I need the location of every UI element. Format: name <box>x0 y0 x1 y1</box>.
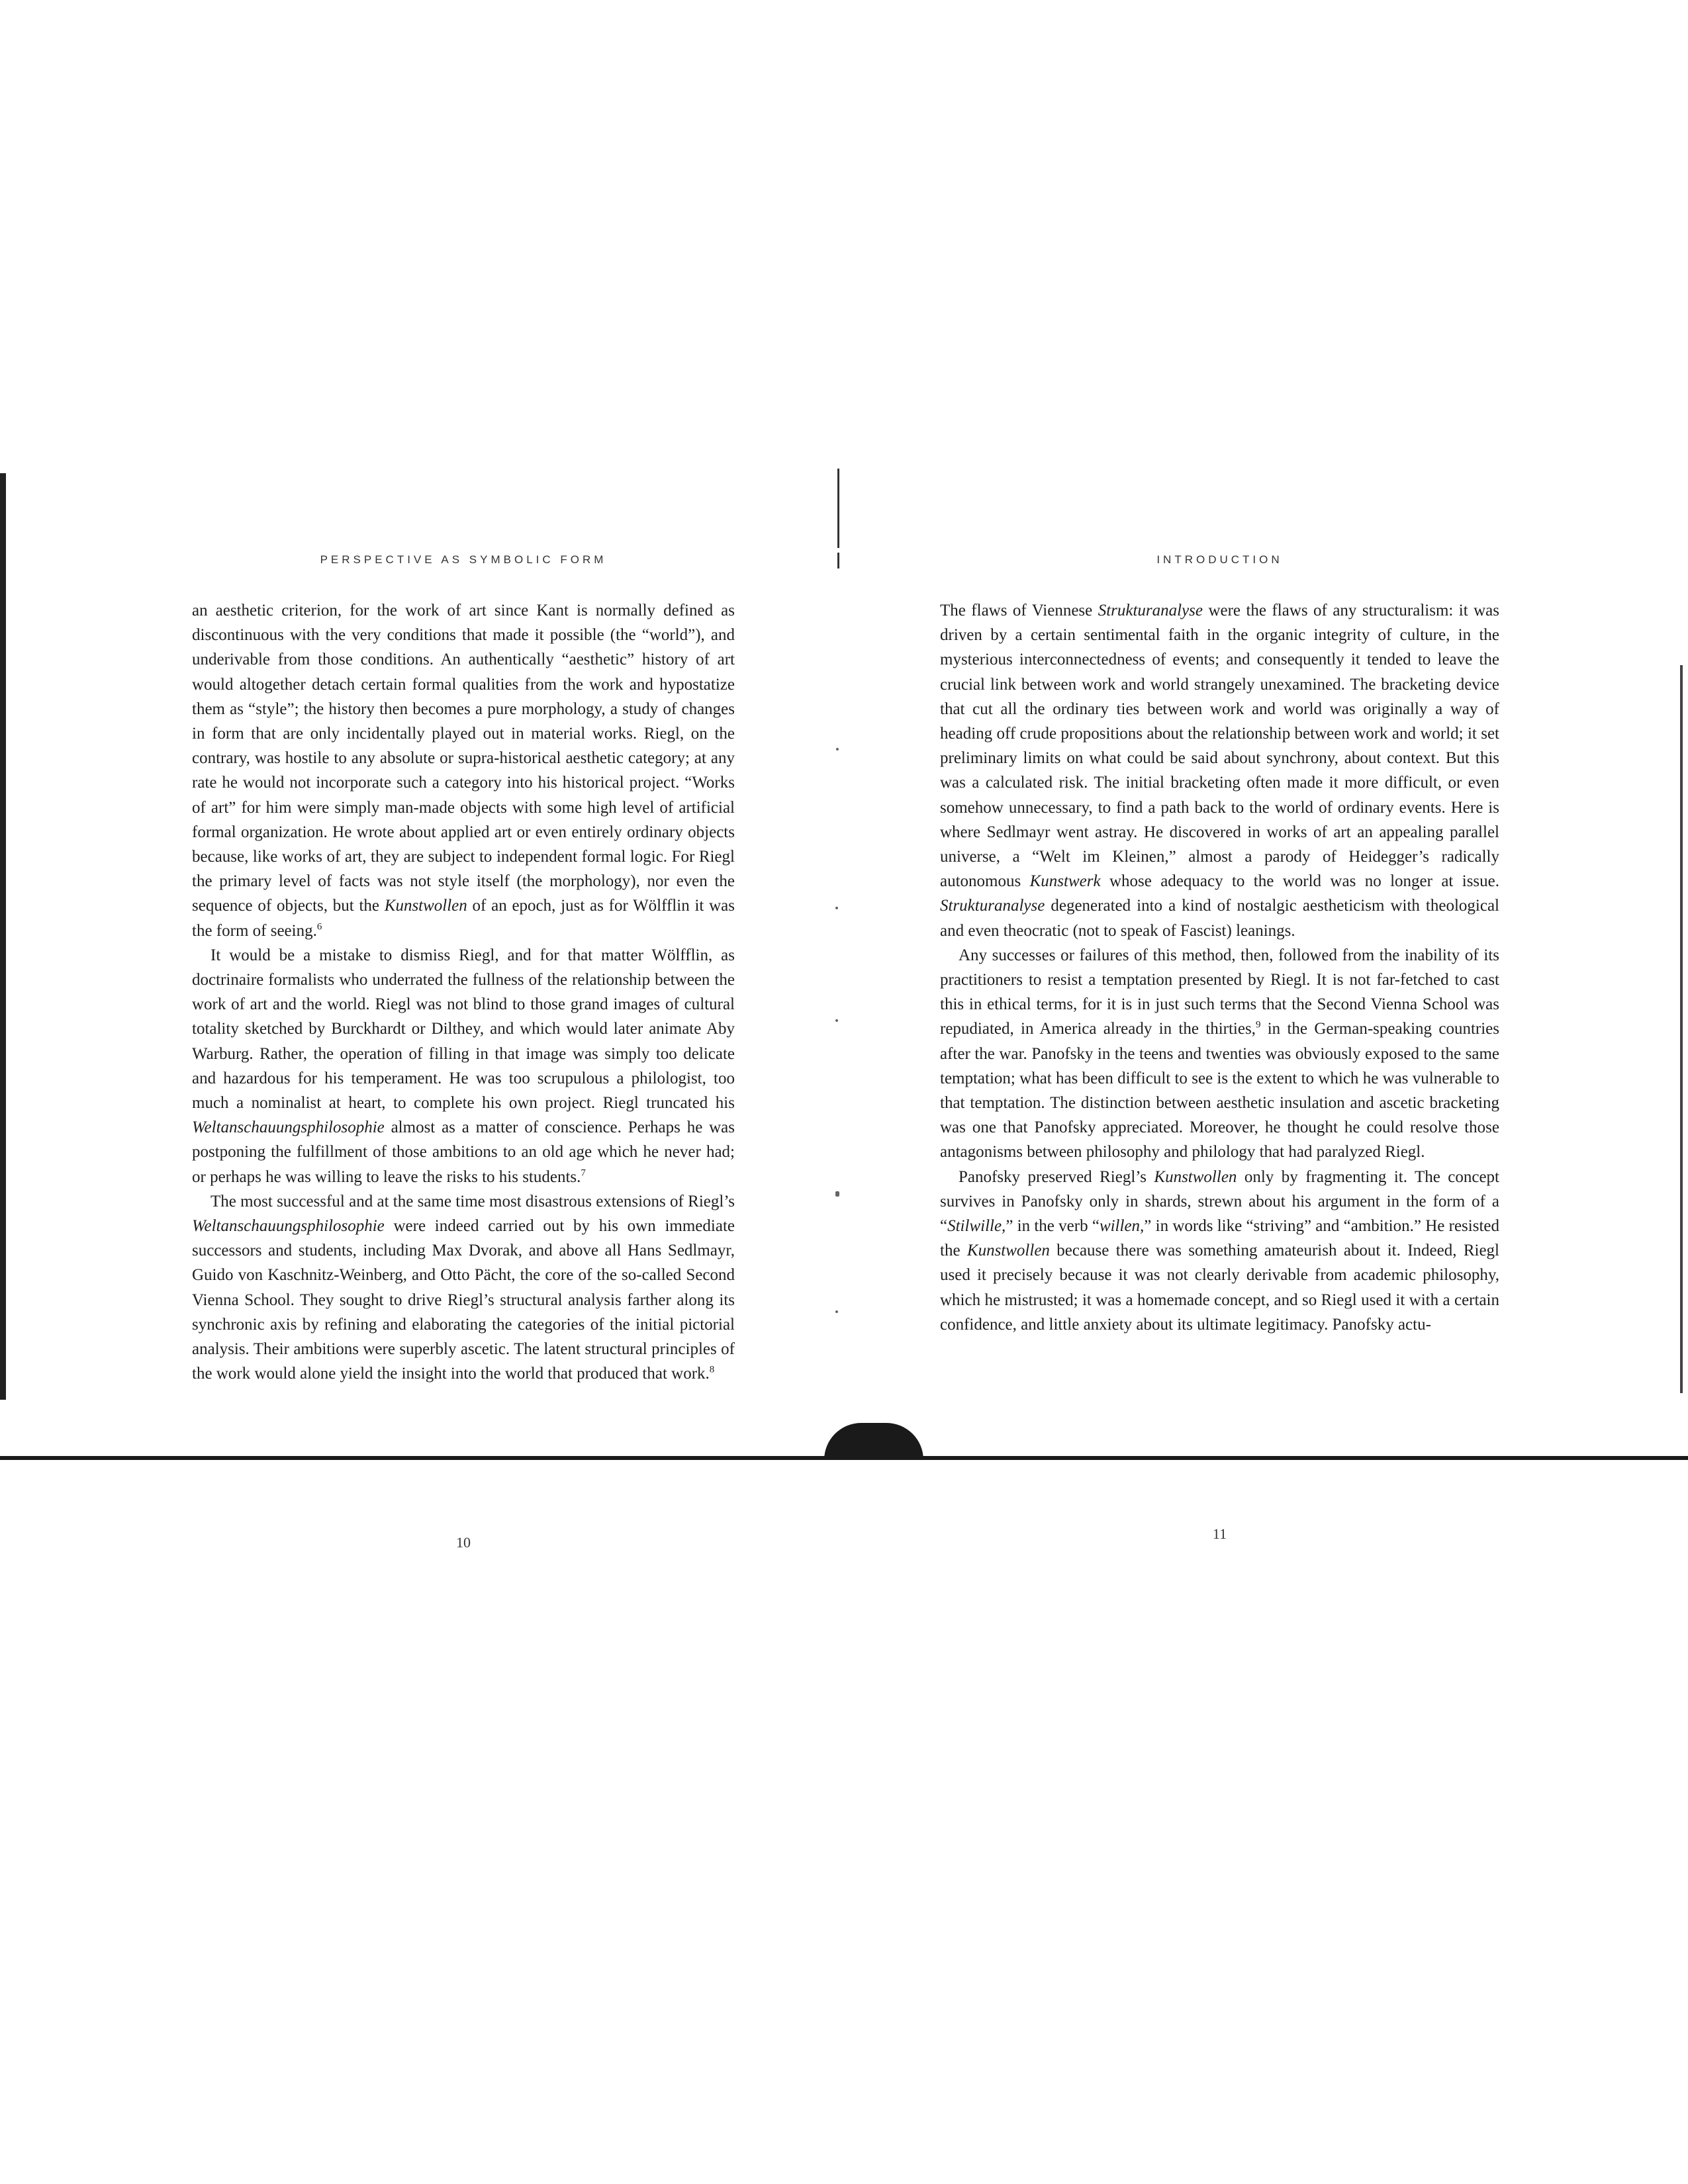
paragraph <box>192 598 735 943</box>
italic-term: Kunstwollen <box>384 897 467 915</box>
body-text <box>192 598 735 1387</box>
gutter-speck <box>835 1310 838 1313</box>
gutter-speck <box>835 1019 838 1022</box>
page-number: 11 <box>1212 1525 1227 1542</box>
text-run: The most successful and at the same time most disastrous extensions of Riegl’s <box>211 1192 735 1210</box>
gutter-speck <box>836 748 839 751</box>
binding-shadow <box>824 1423 923 1460</box>
italic-term: Weltanschauungsphilosophie <box>192 1118 385 1137</box>
text-run: in the German-speaking countries after the war. Panofsky in the teens and twenties was obviously exposed to the same temptation; what has been difficult to see is the extent to which he was vulnerable to that temptation. The distinction between aesthetic insulation and ascetic bracketing was one that Panofsky appreciated. Moreover, he thought he could resolve those antagonisms between philosophy and philology that had paralyzed Riegl. <box>940 1020 1499 1161</box>
footnote-ref: 6 <box>316 921 322 933</box>
footnote-ref: 7 <box>581 1167 586 1179</box>
footnote-ref: 8 <box>709 1364 715 1375</box>
text-run: were the flaws of any structuralism: it was driven by a certain sentimental faith in the organic integrity of culture, in the mysterious interconnectedness of events; and consequently it tended to leave the crucial link between work and world strangely unexamined. The bracketing device that cut all the ordinary ties between work and world was originally a way of heading off crude propositions about the relationship between work and world; it set preliminary limits on what could be said about synchrony, about context. But this was a calculated risk. The initial bracketing often made it more difficult, or even somehow unnecessary, to find a path back to the world of ordinary events. Here is where Sedlmayr went astray. He discovered in works of art an appealing parallel universe, a “Welt im Kleinen,” almost a parody of Heidegger’s radically autonomous <box>940 602 1499 891</box>
paragraph <box>192 1189 735 1387</box>
text-run: an aesthetic criterion, for the work of art since Kant is normally defined as discontinuous with the very conditions that made it possible (the “world”), and underivable from those conditions. An authentically “aesthetic” history of art would altogether detach certain formal qualities from the work and hypostatize them as “style”; the history then becomes a pure morphology, a study of changes in form that are only incidentally played out in material works. Riegl, on the contrary, was hostile to any absolute or supra-historical aesthetic category; at any rate he would not incorporate such a category into his historical project. “Works of art” for him were simply man-made objects with some high level of artificial formal organization. He wrote about applied art or even entirely ordinary objects because, like works of art, they are subject to independent formal logic. For Riegl the primary level of facts was not style itself (the morphology), nor even the sequence of objects, but the <box>192 602 735 915</box>
italic-term: Stilwille, <box>947 1217 1006 1236</box>
right-page <box>940 0 1500 1542</box>
body-text <box>940 598 1499 1337</box>
italic-term: Kunstwollen <box>966 1242 1050 1260</box>
text-run: The flaws of Viennese <box>940 602 1098 619</box>
text-run: almost as a matter of conscience. Perhaps he was postponing the fulfillment of those ambitions to an old age which he never had; or perhaps he was willing to leave the risks to his students. <box>192 1118 735 1186</box>
italic-term: Weltanschauungsphilosophie <box>192 1217 385 1236</box>
footnote-ref: 9 <box>1255 1020 1261 1031</box>
text-run: of an epoch, just as for Wölfflin it was the form of seeing. <box>192 897 735 940</box>
running-head: PERSPECTIVE AS SYMBOLIC FORM <box>320 553 607 566</box>
italic-term: Strukturanalyse <box>1098 602 1203 619</box>
gutter-mark <box>837 469 839 548</box>
left-page <box>192 0 735 1551</box>
text-run: degenerated into a kind of nostalgic aestheticism with theological and even theocratic (not to speak of Fascist) leanings. <box>940 897 1499 940</box>
gutter-speck <box>835 907 838 909</box>
text-run: Any successes or failures of this method, then, followed from the inability of its practitioners to resist a temptation presented by Riegl. It is not far-fetched to cast this in ethical terms, for it is in just such terms that the Second Vienna School was repudiated, in America already in the thirties, <box>940 946 1499 1038</box>
text-run: ” in the verb “ <box>1006 1217 1100 1236</box>
italic-term: Strukturanalyse <box>940 897 1045 915</box>
italic-term: Kunstwerk <box>1029 872 1101 891</box>
text-run: were indeed carried out by his own immediate successors and students, including Max Dvorak, and above all Hans Sedlmayr, Guido von Kaschnitz-Weinberg, and Otto Pächt, the core of the so-called Second Vienna School. They sought to drive Riegl’s structural analysis farther along its synchronic axis by refining and elaborating the categories of the initial pictorial analysis. Their ambitions were superbly ascetic. The latent structural principles of the work would alone yield the insight into the world that produced that work. <box>192 1217 735 1383</box>
scan-edge-right <box>1680 665 1683 1393</box>
text-run: because there was something amateurish about it. Indeed, Riegl used it precisely because it was not clearly derivable from academic philosophy, which he mistrusted; it was a homemade concept, and so Riegl used it with a certain confidence, and little anxiety about its ultimate legitimacy. Panofsky actu- <box>940 1242 1499 1334</box>
paragraph <box>192 943 735 1189</box>
paragraph <box>940 943 1499 1165</box>
paragraph <box>940 1165 1499 1337</box>
scan-edge-left <box>0 473 6 1400</box>
gutter-mark <box>837 553 839 569</box>
running-head: INTRODUCTION <box>1156 553 1283 566</box>
paragraph <box>940 598 1499 943</box>
italic-term: Kunstwollen <box>1154 1167 1237 1186</box>
text-run: It would be a mistake to dismiss Riegl, and for that matter Wölfflin, as doctrinaire formalists who underrated the fullness of the relationship between the work of art and the world. Riegl was not blind to those grand images of cultural totality sketched by Burckhardt or Dilthey, and which would later animate Aby Warburg. Rather, the operation of filling in that image was simply too delicate and hazardous for his temperament. He was too scrupulous a philologist, too much a nominalist at heart, to complete his own project. Riegl truncated his <box>192 946 735 1113</box>
text-run: ” in words like “striving” and “ambition.” He resisted the <box>940 1217 1499 1260</box>
text-run: Panofsky preserved Riegl’s <box>959 1167 1154 1186</box>
italic-term: willen, <box>1099 1217 1145 1236</box>
page-number: 10 <box>456 1534 471 1551</box>
text-run: only by fragmenting it. The concept survives in Panofsky only in shards, strewn about his argument in the form of a “ <box>940 1167 1500 1236</box>
gutter-speck <box>835 1191 839 1197</box>
text-run: whose adequacy to the world was no longer at issue. <box>1100 872 1499 891</box>
